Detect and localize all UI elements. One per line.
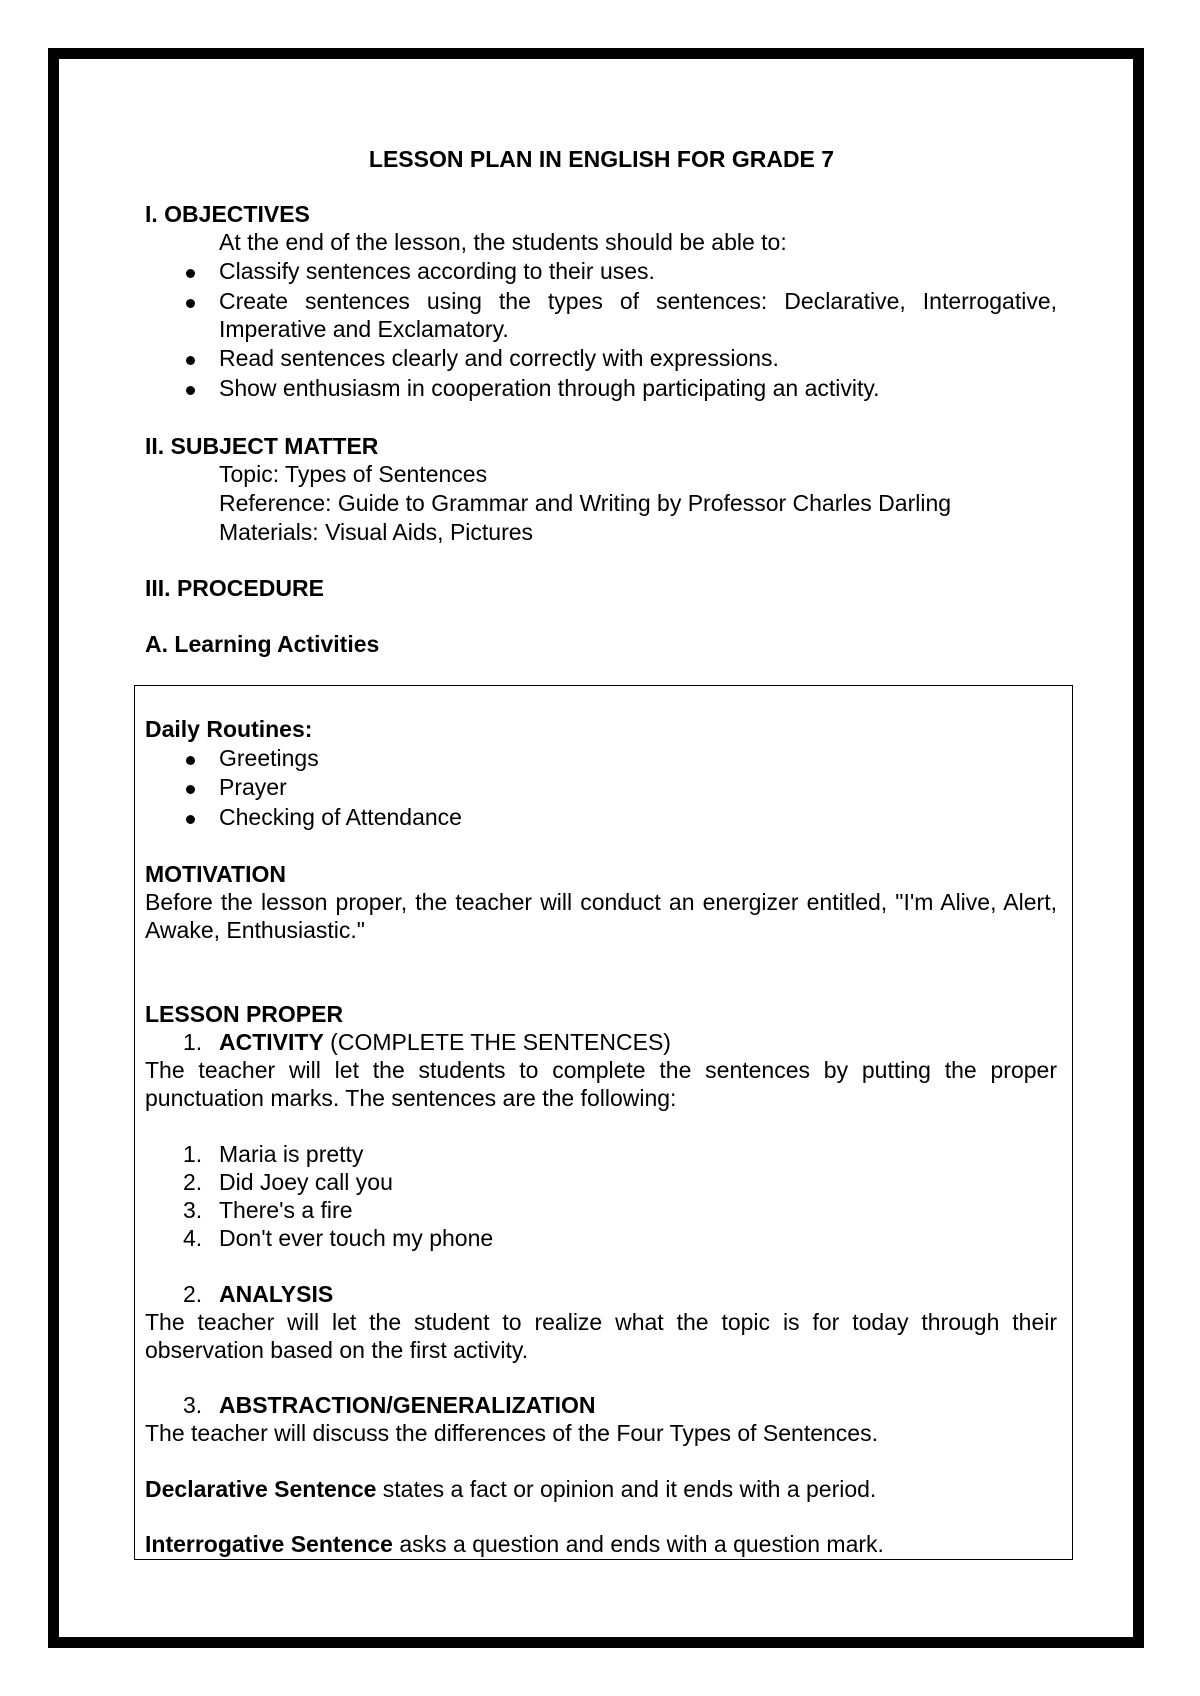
bullet-icon [186,785,195,794]
activity-subtitle: (COMPLETE THE SENTENCES) [330,1029,671,1055]
routine-item: Checking of Attendance [219,804,462,830]
analysis-text: The teacher will let the student to realize what the topic is for today through their observation based on the first activity. [145,1309,1057,1363]
lesson-proper-heading: LESSON PROPER [145,1001,344,1027]
learning-activities-heading: A. Learning Activities [145,631,380,657]
daily-routines-heading: Daily Routines: [145,716,313,742]
sentence-number: 2. [183,1169,203,1195]
activity-number: 1. [183,1029,203,1055]
abstraction-number: 3. [183,1392,203,1418]
activity-title [219,1028,671,1056]
bullet-icon [186,756,195,765]
sentence-number: 3. [183,1197,203,1223]
objective-item: Create sentences using the types of sentences: Declarative, Interrogative, Imperative and Exclamatory. [219,288,1057,342]
objective-item: Show enthusiasm in cooperation through participating an activity. [219,375,880,401]
sentence-item: Did Joey call you [219,1169,393,1195]
routine-item: Prayer [219,774,287,800]
bullet-icon [186,386,195,395]
sentence-item: Maria is pretty [219,1141,364,1167]
materials-line: Materials: Visual Aids, Pictures [219,519,534,545]
topic-line: Topic: Types of Sentences [219,461,488,487]
sentence-number: 1. [183,1141,203,1167]
objectives-heading: I. OBJECTIVES [145,201,310,227]
motivation-text: Before the lesson proper, the teacher will conduct an energizer entitled, "I'm Alive, Alert, Awake, Enthusiastic." [145,889,1057,943]
abstraction-label: ABSTRACTION/GENERALIZATION [219,1392,596,1418]
declarative-definition [145,1475,876,1503]
sentence-item: There's a fire [219,1197,353,1223]
motivation-heading: MOTIVATION [145,861,286,887]
sentence-item: Don't ever touch my phone [219,1225,494,1251]
objective-item: Classify sentences according to their uses. [219,258,655,284]
document-title: LESSON PLAN IN ENGLISH FOR GRADE 7 [368,146,835,172]
sentence-number: 4. [183,1225,203,1251]
declarative-term: Declarative Sentence [145,1476,377,1502]
activity-text: The teacher will let the students to complete the sentences by putting the proper punctuation marks. The sentences are the following: [145,1057,1057,1111]
interrogative-definition [145,1530,884,1558]
interrogative-text: asks a question and ends with a question mark. [399,1531,884,1557]
bullet-icon [186,269,195,278]
reference-line: Reference: Guide to Grammar and Writing by Professor Charles Darling [219,490,952,516]
bullet-icon [186,299,195,308]
procedure-heading: III. PROCEDURE [145,575,324,601]
interrogative-term: Interrogative Sentence [145,1531,393,1557]
abstraction-text: The teacher will discuss the differences of the Four Types of Sentences. [145,1420,878,1446]
subject-matter-heading: II. SUBJECT MATTER [145,433,379,459]
analysis-label: ANALYSIS [219,1281,334,1307]
objective-item: Read sentences clearly and correctly with expressions. [219,345,779,371]
bullet-icon [186,356,195,365]
declarative-text: states a fact or opinion and it ends with a period. [382,1476,877,1502]
objectives-intro: At the end of the lesson, the students should be able to: [219,229,787,255]
analysis-number: 2. [183,1281,203,1307]
bullet-icon [186,815,195,824]
routine-item: Greetings [219,745,319,771]
activity-label: ACTIVITY [219,1029,324,1055]
